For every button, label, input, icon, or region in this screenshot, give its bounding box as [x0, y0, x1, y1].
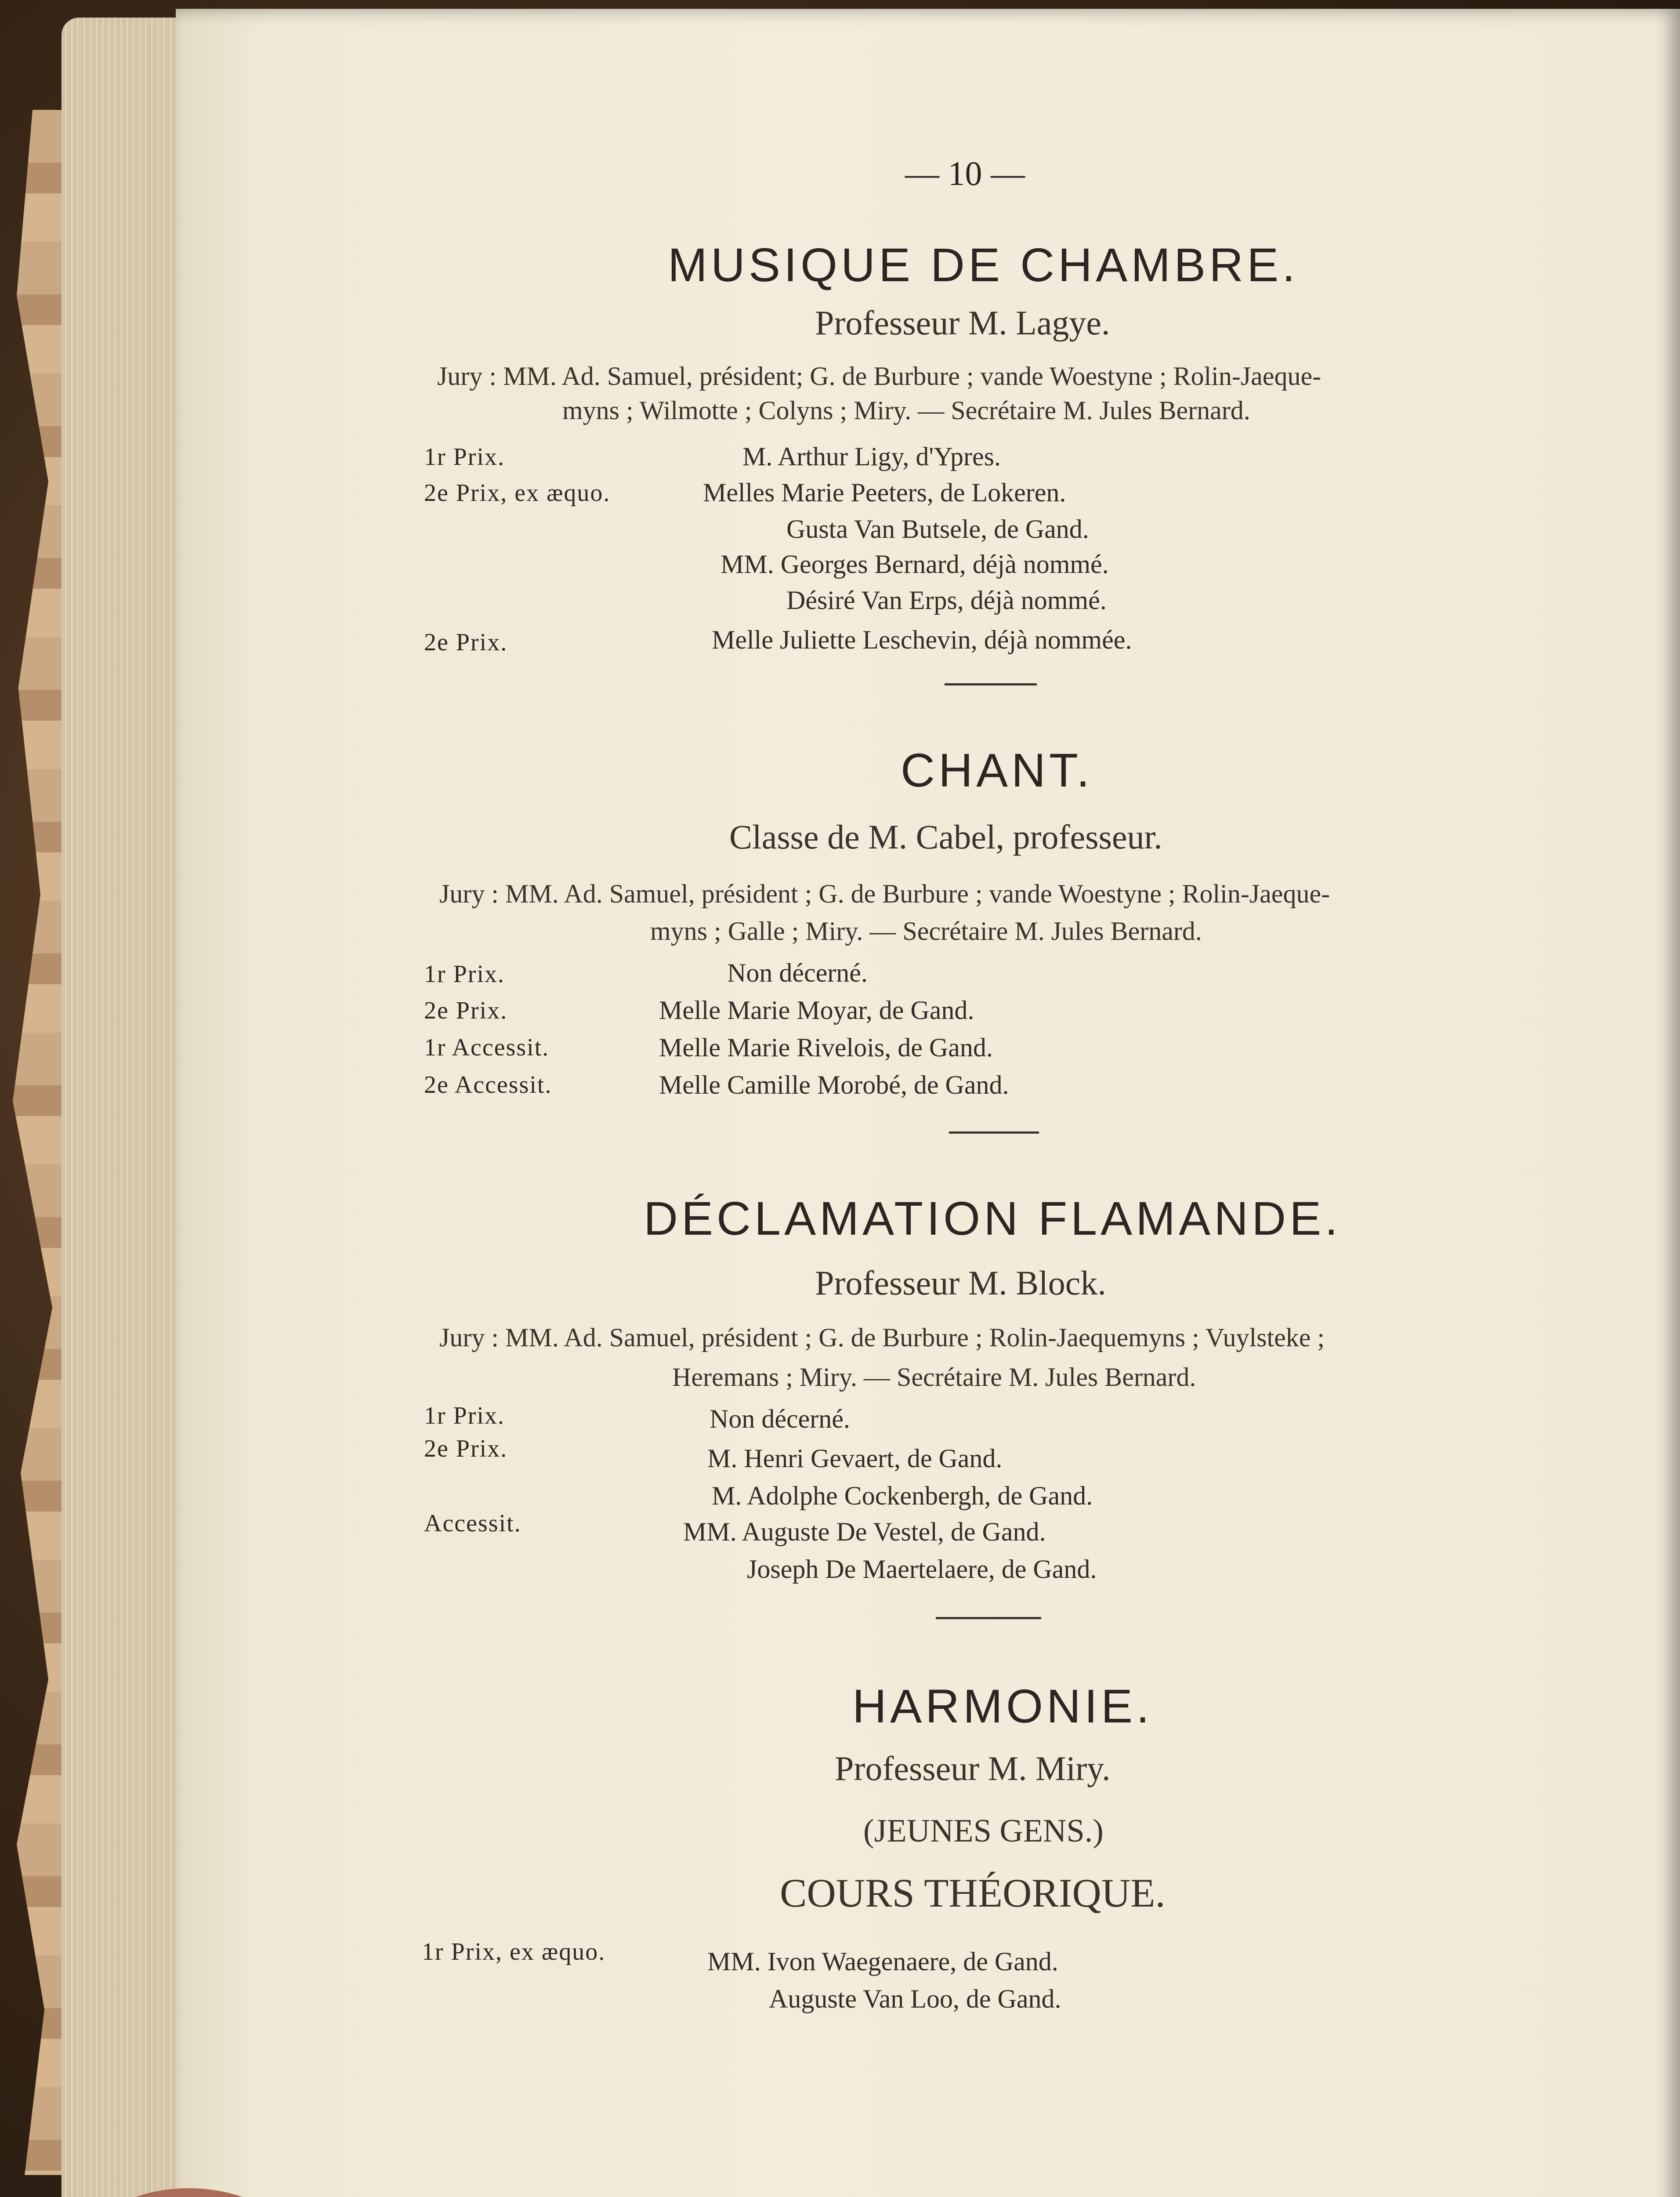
- section-title-musique-de-chambre: MUSIQUE DE CHAMBRE.: [668, 238, 1299, 291]
- prize-entry: Gusta Van Butsele, de Gand.: [786, 515, 1089, 544]
- section-professor: Professeur M. Miry.: [835, 1749, 1111, 1787]
- prize-entry: M. Adolphe Cockenbergh, de Gand.: [712, 1481, 1093, 1510]
- section-divider: [949, 1131, 1039, 1134]
- prize-entry: Non décerné.: [727, 958, 868, 987]
- prize-label: 2e Prix, ex æquo.: [424, 479, 611, 507]
- jury-line: Jury : MM. Ad. Samuel, président ; G. de Burbure ; vande Woestyne ; Rolin-Jaeque-: [439, 879, 1330, 908]
- section-professor: Classe de M. Cabel, professeur.: [729, 818, 1162, 856]
- course-title: COURS THÉORIQUE.: [780, 1871, 1166, 1915]
- section-divider: [936, 1617, 1041, 1619]
- prize-entry: MM. Ivon Waegenaere, de Gand.: [707, 1947, 1058, 1976]
- prize-entry: M. Henri Gevaert, de Gand.: [707, 1444, 1003, 1473]
- prize-label: 2e Prix.: [424, 997, 508, 1024]
- prize-entry: Auguste Van Loo, de Gand.: [769, 1984, 1061, 2013]
- section-professor: Professeur M. Lagye.: [815, 304, 1110, 342]
- prize-entry: Joseph De Maertelaere, de Gand.: [747, 1555, 1097, 1584]
- section-title-declamation-flamande: DÉCLAMATION FLAMANDE.: [644, 1192, 1342, 1245]
- prize-label: 2e Prix.: [424, 1435, 508, 1462]
- section-title-chant: CHANT.: [901, 743, 1093, 797]
- jury-line: Jury : MM. Ad. Samuel, président; G. de Burbure ; vande Woestyne ; Rolin-Jaeque-: [437, 362, 1322, 391]
- prize-label: 2e Prix.: [424, 629, 508, 656]
- prize-entry: Melles Marie Peeters, de Lokeren.: [703, 478, 1066, 507]
- prize-entry: M. Arthur Ligy, d'Ypres.: [742, 442, 1001, 471]
- prize-label: 2e Accessit.: [424, 1071, 552, 1098]
- jury-line: Heremans ; Miry. — Secrétaire M. Jules Bernard.: [672, 1363, 1196, 1392]
- prize-entry: Melle Camille Morobé, de Gand.: [659, 1070, 1009, 1099]
- prize-entry: MM. Georges Bernard, déjà nommé.: [721, 550, 1109, 579]
- prize-entry: Melle Juliette Leschevin, déjà nommée.: [712, 625, 1132, 654]
- prize-label: 1r Prix.: [424, 1402, 505, 1429]
- prize-entry: Melle Marie Moyar, de Gand.: [659, 996, 974, 1025]
- prize-label: Accessit.: [424, 1510, 521, 1537]
- section-title-harmonie: HARMONIE.: [852, 1679, 1153, 1733]
- prize-label: 1r Accessit.: [424, 1034, 550, 1061]
- section-subtitle: (JEUNES GENS.): [863, 1813, 1104, 1849]
- prize-label: 1r Prix.: [424, 961, 505, 988]
- page-edges: [62, 18, 193, 2197]
- prize-entry: Désiré Van Erps, déjà nommé.: [786, 586, 1107, 615]
- jury-line: myns ; Galle ; Miry. — Secrétaire M. Jules Bernard.: [650, 917, 1202, 946]
- prize-entry: Melle Marie Rivelois, de Gand.: [659, 1033, 993, 1062]
- jury-line: myns ; Wilmotte ; Colyns ; Miry. — Secrétaire M. Jules Bernard.: [562, 396, 1250, 425]
- prize-entry: Non décerné.: [710, 1404, 850, 1433]
- prize-label: 1r Prix.: [424, 443, 505, 471]
- page-number: — 10 —: [905, 154, 1025, 192]
- prize-entry: MM. Auguste De Vestel, de Gand.: [683, 1517, 1046, 1546]
- section-professor: Professeur M. Block.: [815, 1264, 1106, 1302]
- section-divider: [945, 683, 1037, 685]
- prize-label: 1r Prix, ex æquo.: [422, 1938, 606, 1965]
- jury-line: Jury : MM. Ad. Samuel, président ; G. de Burbure ; Rolin-Jaequemyns ; Vuylsteke ;: [439, 1323, 1325, 1352]
